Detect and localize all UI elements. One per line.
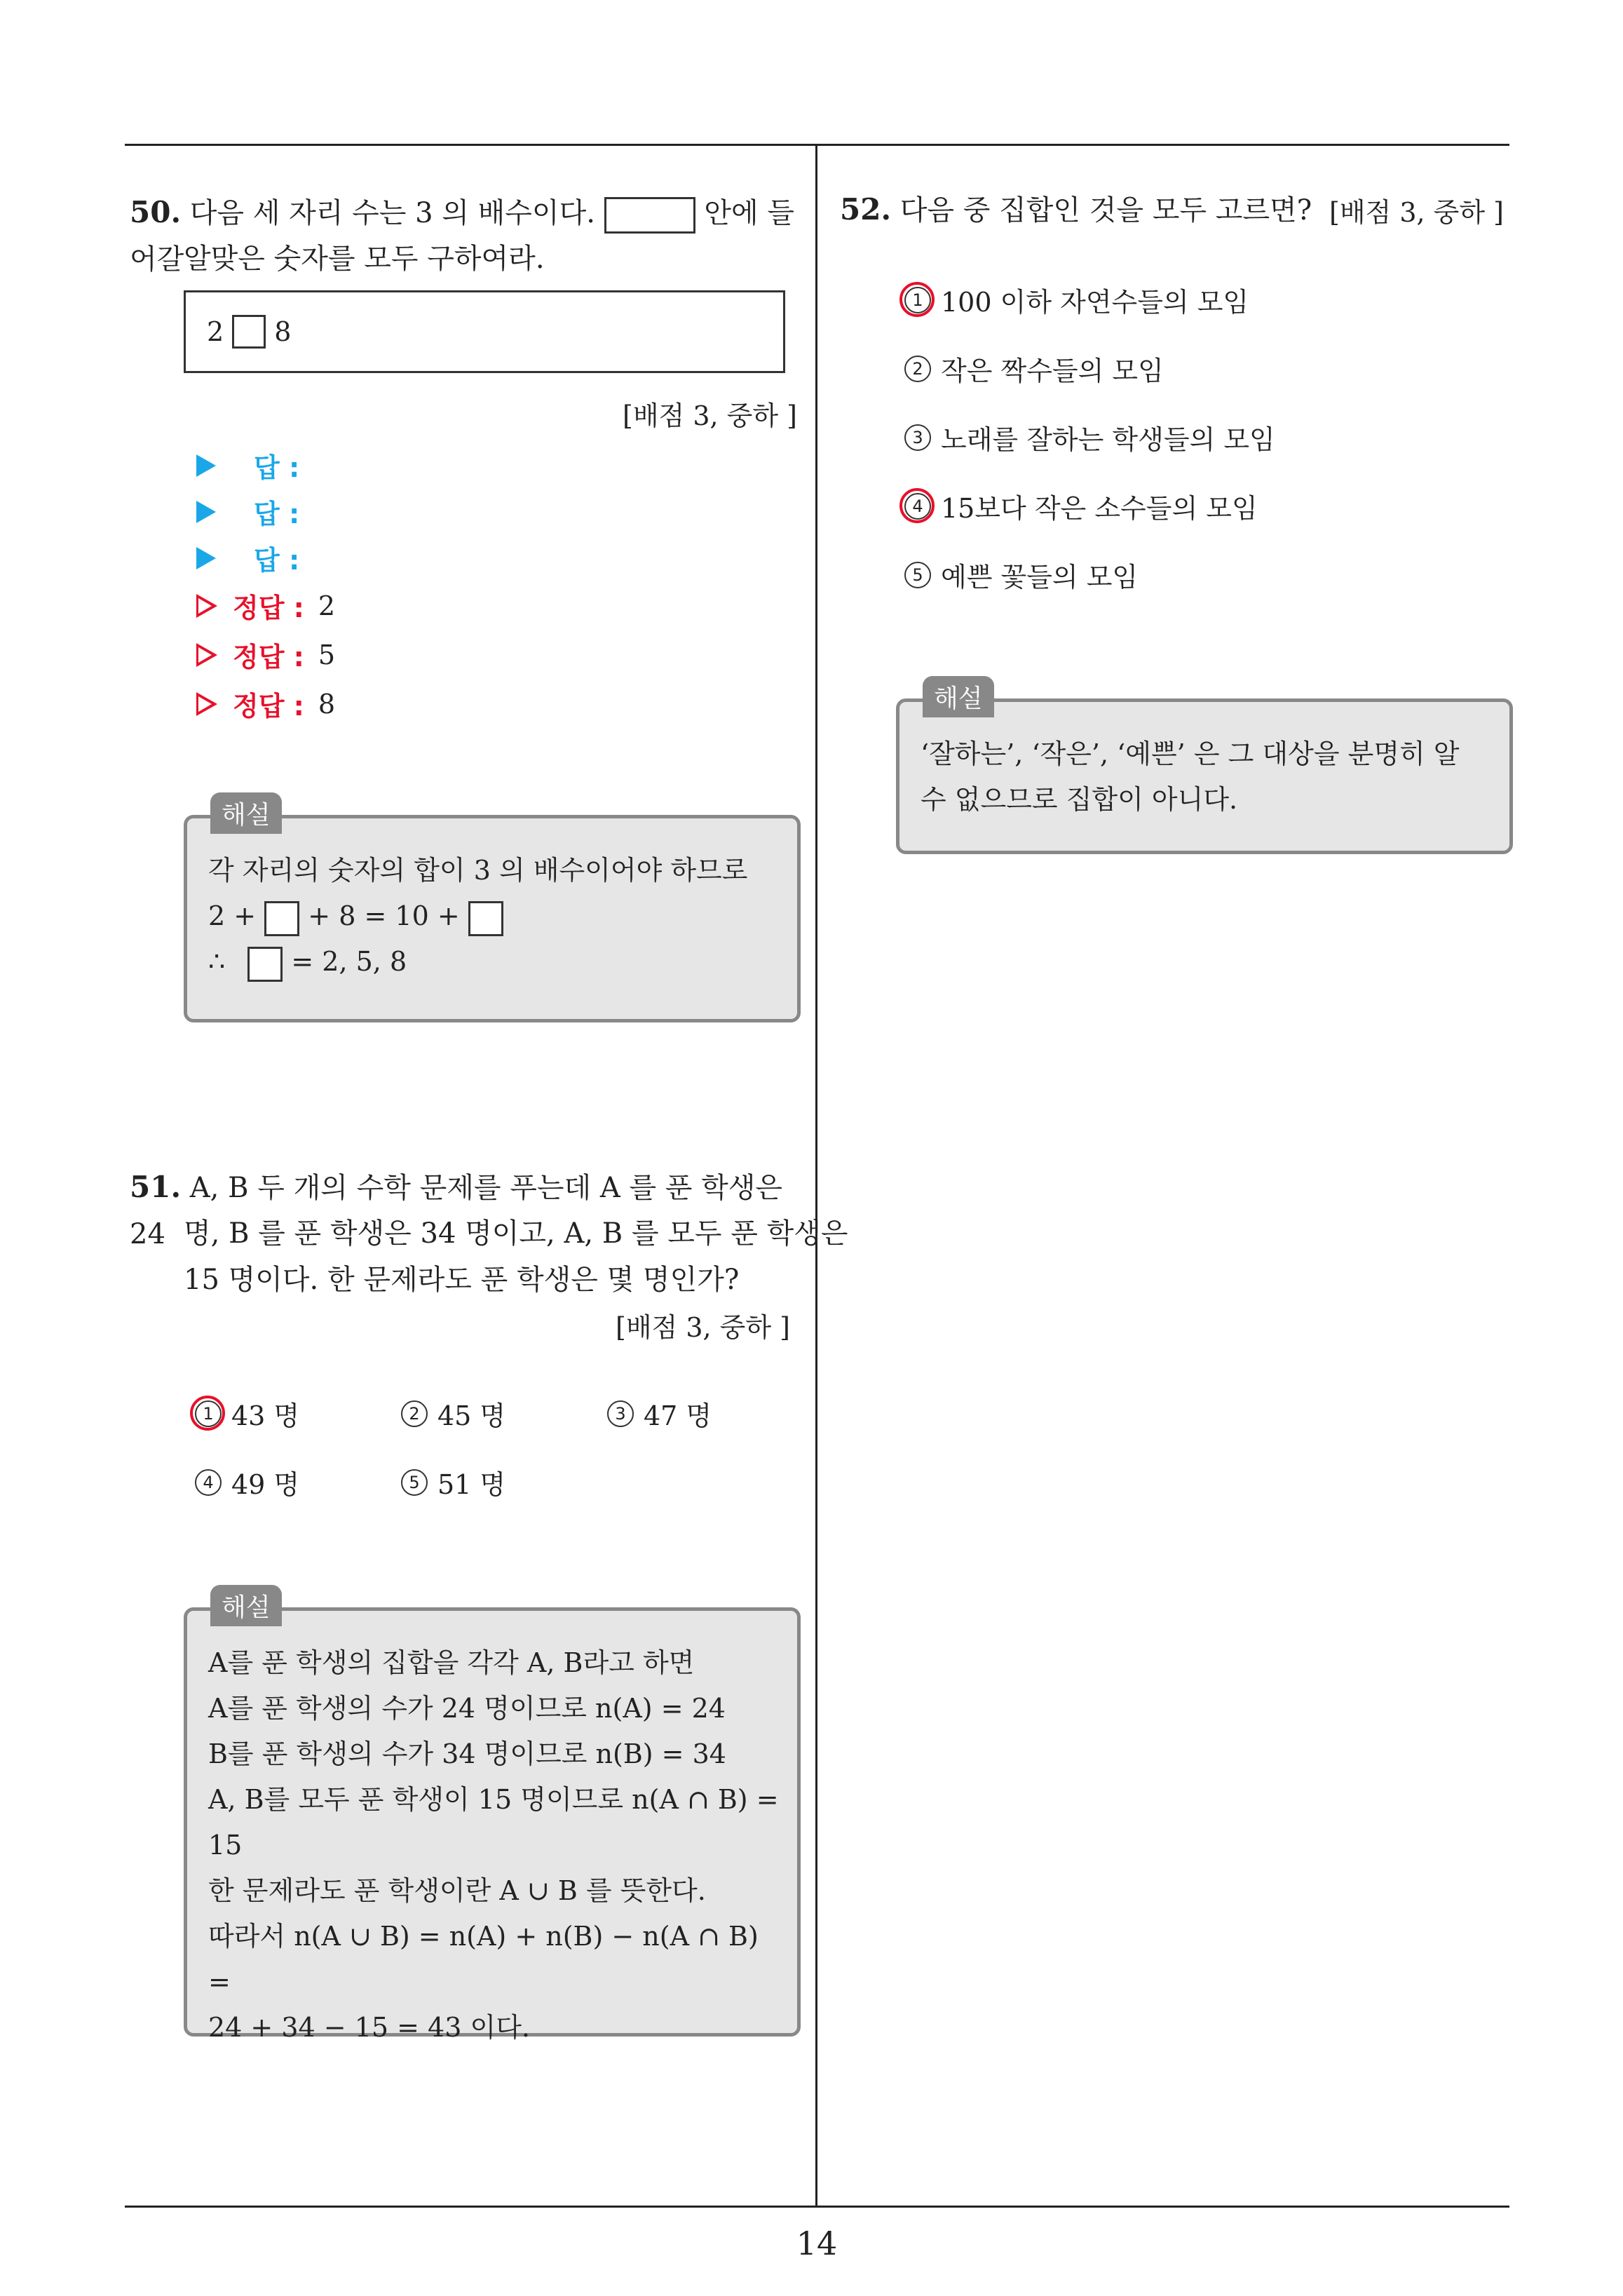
q50-meta: [배점 3, 중하 ]: [623, 400, 797, 431]
triangle-outline-icon: [196, 643, 217, 667]
choice-text: 노래를 잘하는 학생들의 모임: [941, 424, 1275, 455]
q50-number: 50.: [130, 195, 182, 229]
q50-sol-line3: [208, 939, 747, 985]
q50-solution-tag: 해설: [210, 792, 282, 834]
sol-expr: + 8 = 10 +: [308, 900, 460, 931]
q51-number: 51.: [130, 1170, 182, 1204]
choice-text: 43 명: [231, 1400, 300, 1431]
page-number: 14: [796, 2224, 838, 2262]
choice-text: 49 명: [231, 1469, 300, 1500]
q50-sol-line2: [208, 893, 747, 939]
choice-text: 51 명: [437, 1469, 506, 1500]
red-circle-mark: [190, 1396, 225, 1431]
q50-correct-row-3: [196, 684, 335, 723]
correct-label: 정답 :: [233, 642, 304, 673]
q52-sol-line1: ‘잘하는’, ‘작은’, ‘예쁜’ 은 그 대상을 분명히 알: [921, 738, 1460, 769]
choice-number-5: 5: [904, 562, 931, 588]
red-circle-mark: [899, 488, 935, 523]
q51-text-line3: 15 명이다. 한 문제라도 푼 학생은 몇 명인가?: [184, 1264, 740, 1296]
q51-solution-body: [208, 1640, 783, 2051]
correct-label: 정답 :: [233, 593, 304, 623]
q52-solution-body: [921, 731, 1502, 823]
q52-choice-4[interactable]: [904, 487, 1258, 525]
q50-digit-left: 2: [207, 316, 224, 347]
correct-value: 5: [318, 639, 336, 670]
q52-meta: [배점 3, 중하 ]: [1329, 197, 1504, 228]
q50-answer-row-2: [196, 492, 299, 531]
q51-sol-line: 24 + 34 − 15 = 43 이다.: [208, 2012, 530, 2043]
q50-answer-row-1: [196, 446, 299, 485]
q51-text-line2: 명, B 를 푼 학생은 34 명이고, A, B 를 모두 푼 학생은: [184, 1217, 848, 1250]
q50-solution-box: [184, 815, 801, 1022]
choice-text: 47 명: [644, 1400, 712, 1431]
q51-solution-box: [184, 1607, 801, 2043]
q52-choice-3[interactable]: [904, 418, 1275, 457]
q52-choice-2[interactable]: [904, 349, 1164, 388]
q52-choice-5[interactable]: [904, 555, 1138, 594]
correct-value: 2: [318, 590, 336, 621]
q52-choice-1[interactable]: [904, 281, 1249, 319]
play-icon: [196, 454, 216, 477]
q51-choice-1[interactable]: [195, 1394, 299, 1433]
sol-blank: [264, 901, 299, 936]
q50-text-line1b: 안에 들어갈: [130, 197, 795, 276]
q51-choice-5[interactable]: [401, 1463, 505, 1501]
q50-sol-line1: 각 자리의 숫자의 합이 3 의 배수이어야 하므로: [208, 855, 748, 886]
answer-label: 답 :: [254, 452, 300, 483]
correct-label: 정답 :: [233, 691, 304, 722]
bottom-rule: [125, 2206, 1509, 2208]
sol-expr: 2 +: [208, 900, 257, 931]
choice-number-1: 1: [195, 1400, 222, 1427]
therefore-symbol: ∴: [208, 946, 226, 977]
q50-text-line2: 알맞은 숫자를 모두 구하여라.: [184, 243, 545, 275]
choice-number-5: 5: [401, 1469, 428, 1496]
q51-sol-line: B를 푼 학생의 수가 34 명이므로 n(B) = 34: [208, 1738, 726, 1769]
play-icon: [196, 547, 216, 569]
q50-digit-blank: [232, 315, 266, 349]
q50-answer-row-3: [196, 539, 299, 577]
choice-text: 45 명: [437, 1400, 506, 1431]
choice-text: 15보다 작은 소수들의 모임: [941, 493, 1258, 524]
choice-number-3: 3: [904, 424, 931, 451]
sol-blank: [247, 947, 283, 982]
q51-meta: [배점 3, 중하 ]: [616, 1312, 790, 1343]
q51-sol-line: 15: [208, 1830, 243, 1861]
choice-number-4: 4: [195, 1469, 222, 1496]
play-icon: [196, 501, 216, 523]
q50-digit-right: 8: [274, 316, 292, 347]
q51-choice-2[interactable]: [401, 1394, 505, 1433]
triangle-outline-icon: [196, 594, 217, 618]
choice-number-2: 2: [904, 356, 931, 382]
q51-sol-line: A, B를 모두 푼 학생이 15 명이므로 n(A ∩ B) =: [208, 1784, 779, 1815]
q51-sol-line: A를 푼 학생의 집합을 각각 A, B라고 하면: [208, 1647, 695, 1678]
answer-label: 답 :: [254, 545, 300, 576]
q52-text: 다음 중 집합인 것을 모두 고르면?: [899, 194, 1312, 227]
q52-number: 52.: [840, 192, 892, 227]
choice-text: 작은 짝수들의 모임: [941, 356, 1164, 386]
q50-correct-row-2: [196, 635, 335, 674]
q50-text-line1: 다음 세 자리 수는 3 의 배수이다.: [189, 197, 595, 229]
choice-number-1: 1: [904, 287, 931, 313]
answer-label: 답 :: [254, 499, 300, 529]
choice-text: 예쁜 꽃들의 모임: [941, 562, 1139, 593]
q51-solution-tag: 해설: [210, 1585, 282, 1626]
q52-solution-box: [896, 698, 1513, 854]
choice-number-3: 3: [607, 1400, 634, 1427]
choice-number-2: 2: [401, 1400, 428, 1427]
choice-number-4: 4: [904, 493, 931, 520]
q51-text-line1: A, B 두 개의 수학 문제를 푸는데 A 를 푼 학생은 24: [130, 1172, 783, 1250]
choice-text: 100 이하 자연수들의 모임: [941, 287, 1249, 318]
q50-solution-body: [208, 848, 747, 985]
q51-choice-4[interactable]: [195, 1463, 299, 1501]
red-circle-mark: [899, 282, 935, 317]
q52-solution-tag: 해설: [923, 676, 994, 717]
q51-choice-3[interactable]: [607, 1394, 712, 1433]
q52-sol-line2: 수 없으므로 집합이 아니다.: [921, 784, 1238, 815]
correct-value: 8: [318, 688, 336, 720]
q50-blank-box: [604, 197, 695, 234]
q51-sol-line: 한 문제라도 푼 학생이란 A ∪ B 를 뜻한다.: [208, 1875, 706, 1906]
q50-correct-row-1: [196, 586, 335, 625]
sol-expr: = 2, 5, 8: [291, 946, 407, 977]
sol-blank: [468, 901, 503, 936]
q51-sol-line: A를 푼 학생의 수가 24 명이므로 n(A) = 24: [208, 1693, 726, 1724]
triangle-outline-icon: [196, 692, 217, 716]
q50-number-box: [184, 290, 785, 373]
q51-sol-line: 따라서 n(A ∪ B) = n(A) + n(B) − n(A ∩ B) =: [208, 1921, 759, 1997]
